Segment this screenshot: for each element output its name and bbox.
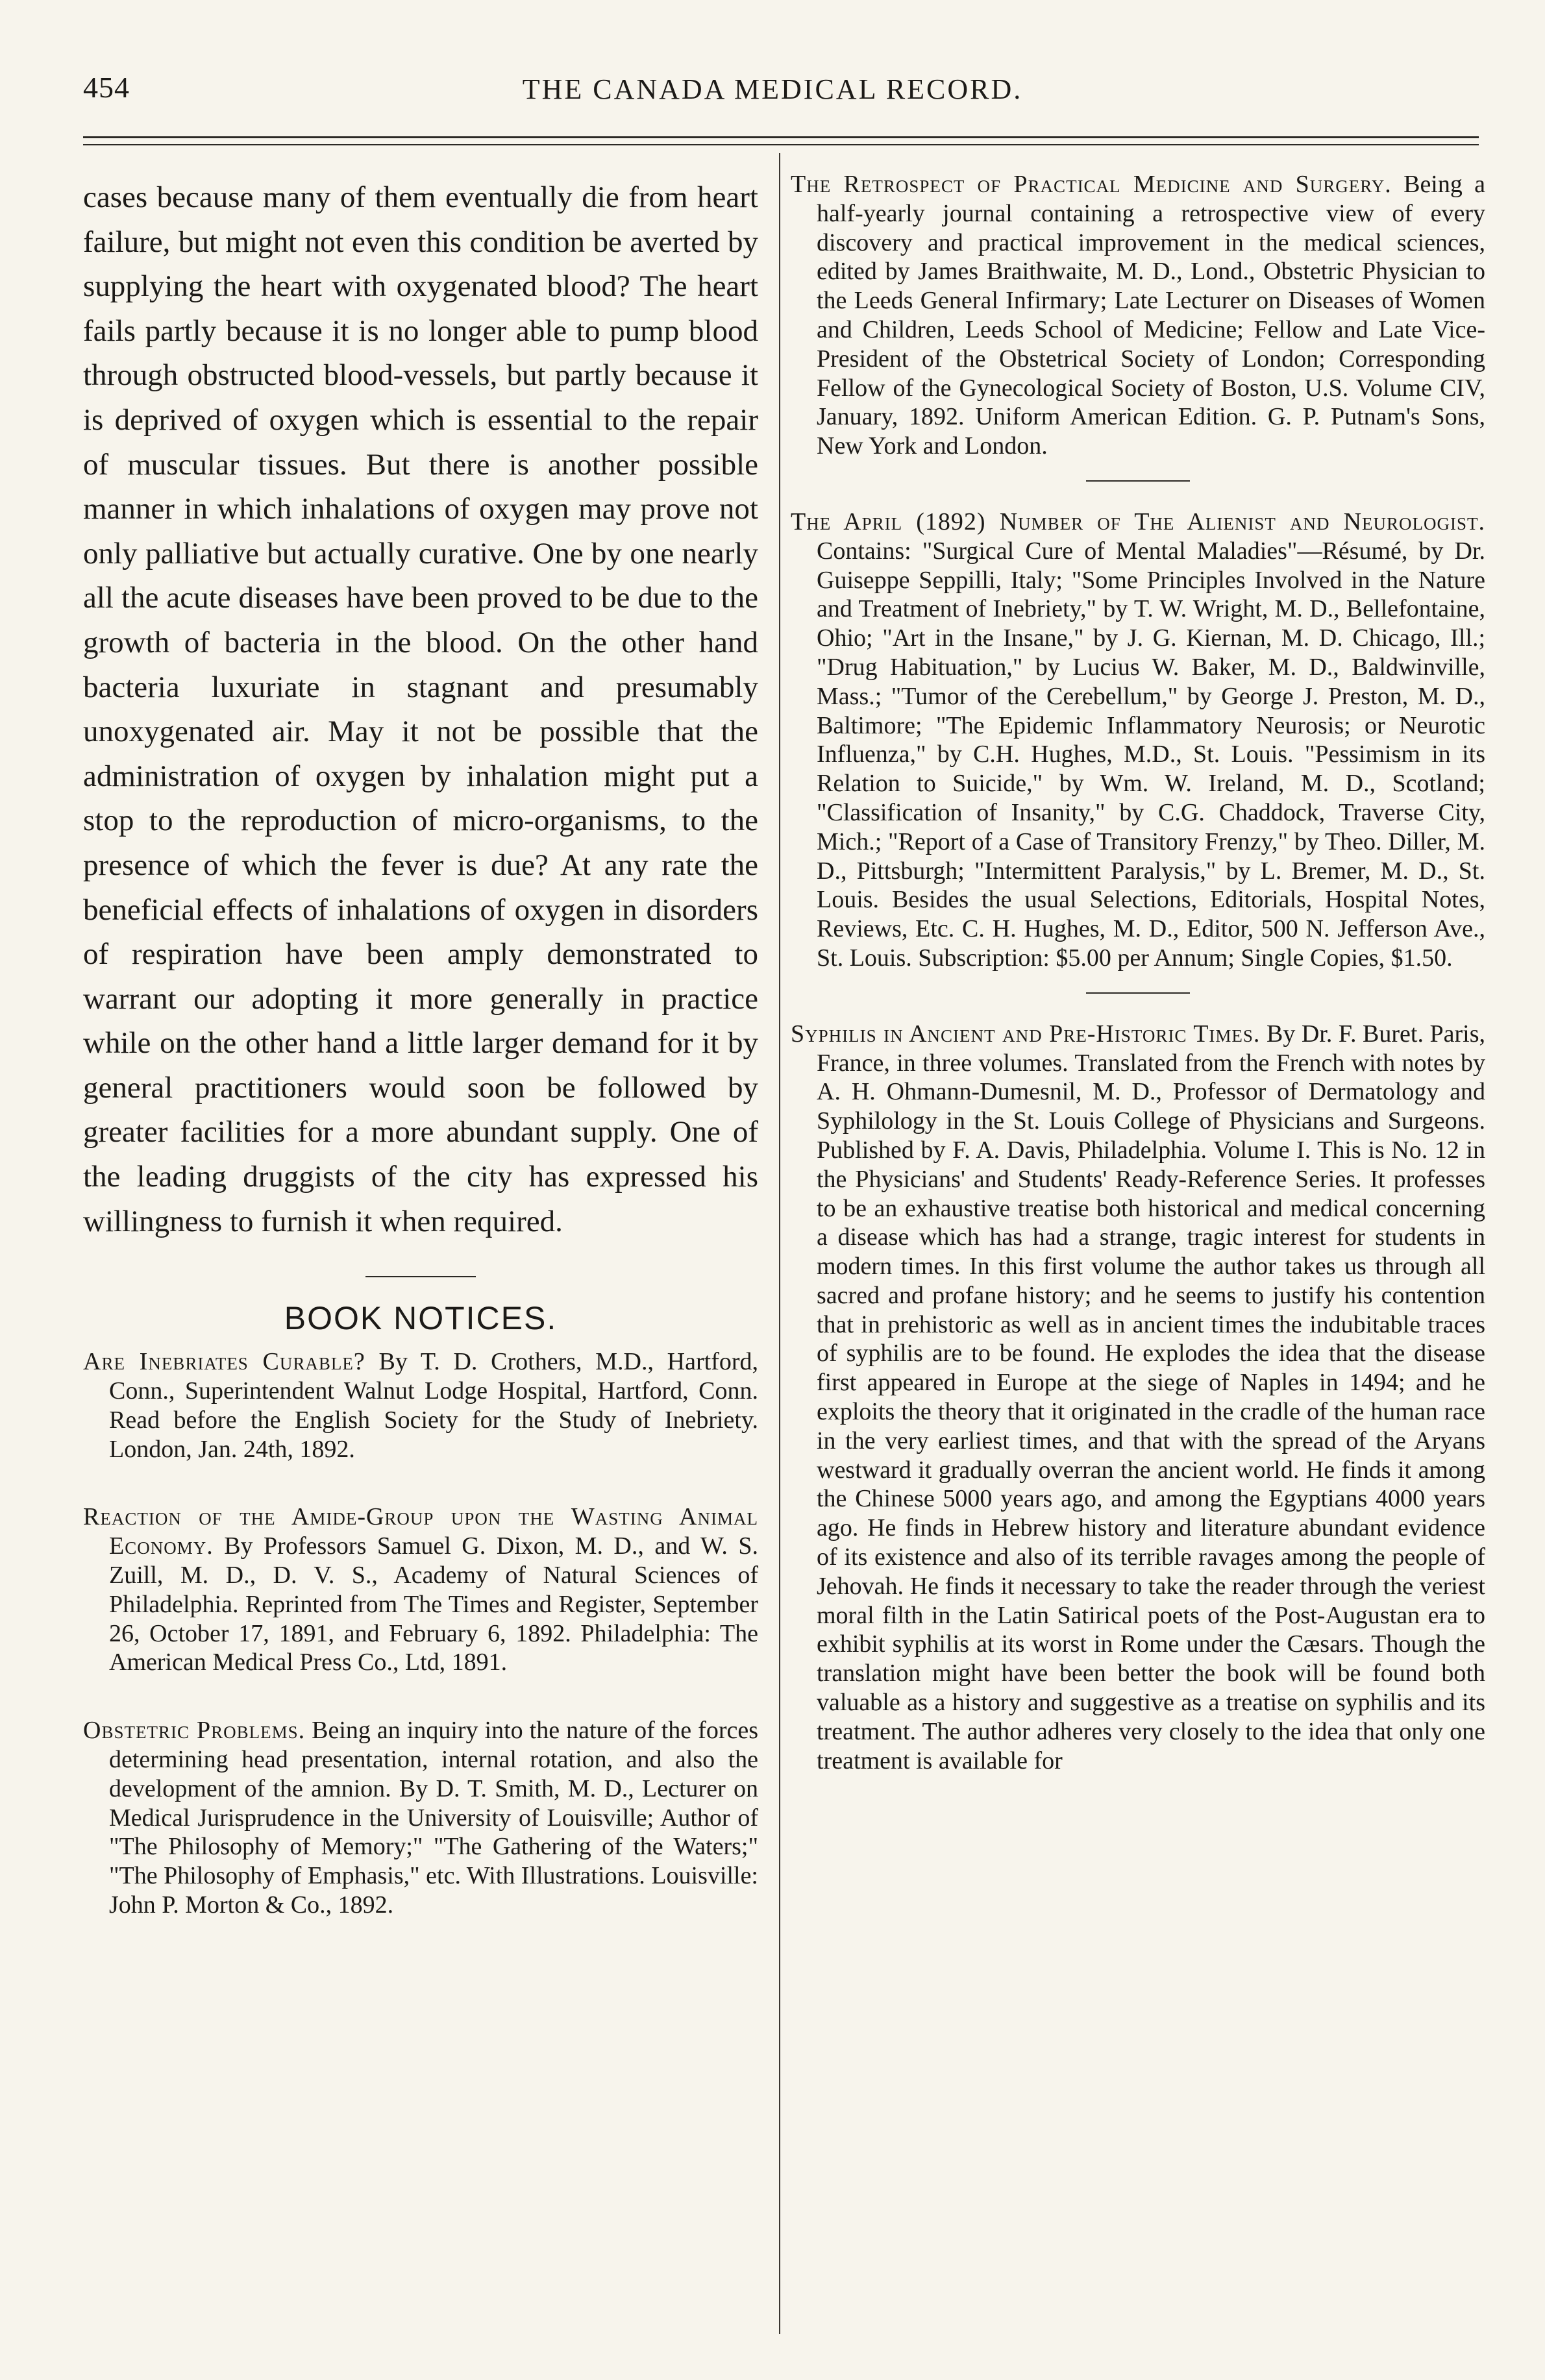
header-rule-thin	[83, 144, 1479, 145]
book-notice	[791, 1020, 1485, 1776]
book-notice-body: By Dr. F. Buret. Paris, France, in three volumes. Translated from the French with notes by A. H. Ohmann-Dumesnil, M. D., Professor of Dermatology and Syphilology in the St. Louis College of Physicians and Surgeons. Published by F. A. Davis, Philadelphia. Volume I. This is No. 12 in the Physicians' and Students' Ready-Reference Series. It professes to be an exhaustive treatise both historical and medical concerning a disease which has had a strange, tragic interest for students in modern times. In this first volume the author takes us through all sacred and profane history; and he seems to justify his contention that in prehistoric as well as in ancient times the indubitable traces of syphilis are to be found. He explodes the idea that the disease first appeared in Europe at the siege of Naples in 1494; and he exploits the theory that it originated in the cradle of the human race in the very earliest times, and that with the spread of the Aryans westward it gradually overran the ancient world. He finds it among the Chinese 5000 years ago, and among the Egyptians 4000 years ago. He finds in Hebrew history and literature abundant evidence of its existence and also of its terrible ravages among the people of Jehovah. He finds it necessary to take the reader through the veriest moral filth in the Latin Satirical poets of the Post-Augustan era to exhibit syphilis at its worst in Rome under the Cæsars. Though the translation might have been better the book will be found both valuable as a history and suggestive as a treatise on syphilis and its treatment. The author adheres very closely to the idea that only one treatment is available for	[817, 1020, 1485, 1774]
header-rule	[83, 136, 1479, 138]
article-paragraph: cases because many of them eventually die from heart failure, but might not even this condition be averted by supplying the heart with oxygenated blood? The heart fails partly because it is no longer able to pump blood through obstructed blood-vessels, but partly because it is deprived of oxygen which is essential to the repair of muscular tissues. But there is another possible manner in which inhalations of oxygen may prove not only palliative but actually curative. One by one nearly all the acute diseases have been proved to be due to the growth of bacteria in the blood. On the other hand bacteria luxuriate in stagnant and presumably unoxygenated air. May it not be possible that the administration of oxygen by inhalation might put a stop to the reproduction of micro-organisms, to the presence of which the fever is due? At any rate the beneficial effects of inhalations of oxygen in disorders of respiration have been amply demonstrated to warrant our adopting it more generally in practice while on the other hand a little larger demand for it by general practitioners would soon be followed by greater facilities for a more abundant supply. One of the leading druggists of the city has expressed his willingness to furnish it when required.	[83, 180, 758, 1238]
book-notice-title: Syphilis in Ancient and Pre-Historic Times.	[791, 1020, 1261, 1048]
book-notice	[83, 1347, 758, 1464]
book-notice-title: Obstetric Problems.	[83, 1717, 306, 1745]
left-column	[83, 175, 758, 1920]
page-number: 454	[83, 71, 130, 104]
book-notice-title: The April (1892) Number of The Alienist and Neurologist.	[791, 508, 1485, 535]
book-notice-title: Are Inebriates Curable?	[83, 1348, 365, 1376]
book-notice-body: By Professors Samuel G. Dixon, M. D., and W. S. Zuill, M. D., D. V. S., Academy of Natural Sciences of Philadelphia. Reprinted from The Times and Register, September 26, October 17, 1891, and February 6, 1892. Philadelphia: The American Medical Press Co., Ltd, 1891.	[109, 1532, 758, 1676]
book-notice	[791, 170, 1485, 461]
notice-divider	[1086, 992, 1190, 994]
book-notice	[791, 508, 1485, 973]
column-divider	[779, 153, 780, 2334]
running-title: THE CANADA MEDICAL RECORD.	[522, 73, 1023, 105]
page-header	[0, 70, 1545, 116]
article-continuation	[83, 175, 758, 1244]
book-notice-body: By T. D. Crothers, M.D., Hartford, Conn., Superintendent Walnut Lodge Hospital, Hartford, Conn. Read before the English Society for the Study of Inebriety. London, Jan. 24th, 1892.	[109, 1348, 758, 1463]
book-notice-body: Contains: "Surgical Cure of Mental Maladies"—Résumé, by Dr. Guiseppe Seppilli, Italy; "Some Principles Involved in the Nature and Treatment of Inebriety," by T. W. Wright, M. D., Bellefontaine, Ohio; "Art in the Insane," by J. G. Kiernan, M. D. Chicago, Ill.; "Drug Habituation," by Lucius W. Baker, M. D., Baldwinville, Mass.; "Tumor of the Cerebellum," by George J. Preston, M. D., Baltimore; "The Epidemic Inflammatory Neurosis; or Neurotic Influenza," by C.H. Hughes, M.D., St. Louis. "Pessimism in its Relation to Suicide," by Wm. W. Ireland, M. D., Scotland; "Classification of Insanity," by C.G. Chaddock, Traverse City, Mich.; "Report of a Case of Transitory Frenzy," by Theo. Diller, M. D., Pittsburgh; "Intermittent Paralysis," by L. Bremer, M. D., St. Louis. Besides the usual Selections, Editorials, Hospital Notes, Reviews, Etc. C. H. Hughes, M. D., Editor, 500 N. Jefferson Ave., St. Louis. Subscription: $5.00 per Annum; Single Copies, $1.50.	[817, 537, 1485, 972]
book-notice-body: Being an inquiry into the nature of the forces determining head presentation, internal rotation, and also the development of the amnion. By D. T. Smith, M. D., Lecturer on Medical Jurisprudence in the University of Louisville; Author of "The Philosophy of Memory;" "The Gathering of the Waters;" "The Philosophy of Emphasis," etc. With Illustrations. Louisville: John P. Morton & Co., 1892.	[109, 1717, 758, 1919]
section-heading: BOOK NOTICES.	[284, 1300, 558, 1337]
book-notice-title: Reaction of the Amide-Group upon the Wasting Animal Economy.	[83, 1503, 758, 1560]
book-notice	[83, 1716, 758, 1920]
book-notice-title: The Retrospect of Practical Medicine and Surgery.	[791, 171, 1392, 198]
right-column	[791, 170, 1485, 1775]
book-notice-body: Being a half-yearly journal containing a retrospective view of every discovery and practical improvement in the medical sciences, edited by James Braithwaite, M. D., Lond., Obstetric Physician to the Leeds General Infirmary; Late Lecturer on Diseases of Women and Children, Leeds School of Medicine; Fellow and Late Vice-President of the Obstetrical Society of London; Corresponding Fellow of the Gynecological Society of Boston, U.S. Volume CIV, January, 1892. Uniform American Edition. G. P. Putnam's Sons, New York and London.	[817, 171, 1486, 460]
notice-divider	[1086, 480, 1190, 482]
section-divider	[365, 1276, 476, 1277]
book-notice	[83, 1503, 758, 1677]
